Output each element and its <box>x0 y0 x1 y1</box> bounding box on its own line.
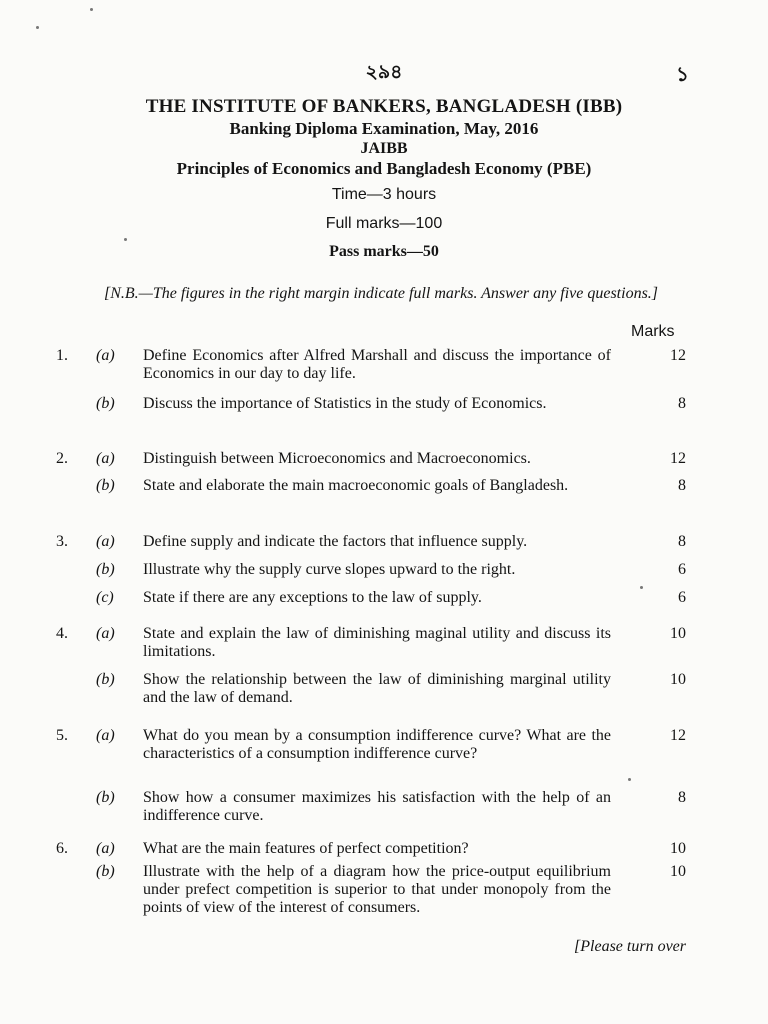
question-text: State and elaborate the main macroeconomic goals of Bangladesh. <box>143 477 569 494</box>
question-text: Distinguish between Microeconomics and Macroeconomics. <box>143 450 531 467</box>
marks-column-header: Marks <box>631 323 675 340</box>
question-marks: 12 <box>670 450 686 467</box>
question-text: Show how a consumer maximizes his satisfaction with the help of an indifference curve. <box>143 789 611 824</box>
question-marks: 12 <box>670 347 686 364</box>
question-text: State if there are any exceptions to the law of supply. <box>143 589 482 606</box>
question-text: State and explain the law of diminishing maginal utility and discuss its limitations. <box>143 625 611 660</box>
question-marks: 6 <box>678 561 686 578</box>
question-text: Show the relationship between the law of diminishing marginal utility and the law of demand. <box>143 671 611 706</box>
question-text: What are the main features of perfect competition? <box>143 840 469 857</box>
part-label: (a) <box>96 533 115 550</box>
question-marks: 6 <box>678 589 686 606</box>
question-marks: 12 <box>670 727 686 744</box>
institute-title: THE INSTITUTE OF BANKERS, BANGLADESH (IBB) <box>145 96 623 117</box>
scan-speck <box>124 238 127 241</box>
part-label: (b) <box>96 789 115 806</box>
question-number: 4. <box>56 625 68 642</box>
subject-title: Principles of Economics and Bangladesh Economy (PBE) <box>176 159 592 178</box>
question-marks: 10 <box>670 840 686 857</box>
part-label: (b) <box>96 561 115 578</box>
part-label: (b) <box>96 395 115 412</box>
time-allowed: Time—3 hours <box>331 186 437 203</box>
question-marks: 10 <box>670 625 686 642</box>
part-label: (a) <box>96 347 115 364</box>
scan-speck <box>640 586 643 589</box>
question-marks: 8 <box>678 533 686 550</box>
paper-code: ২৯৪ <box>365 62 403 83</box>
question-marks: 8 <box>678 789 686 806</box>
question-marks: 8 <box>678 477 686 494</box>
question-number: 6. <box>56 840 68 857</box>
part-label: (a) <box>96 840 115 857</box>
part-label: (a) <box>96 450 115 467</box>
part-label: (c) <box>96 589 114 606</box>
question-marks: 10 <box>670 671 686 688</box>
question-text: Discuss the importance of Statistics in the study of Economics. <box>143 395 547 412</box>
part-label: (a) <box>96 727 115 744</box>
part-label: (a) <box>96 625 115 642</box>
turn-over-note: [Please turn over <box>574 938 686 955</box>
question-number: 1. <box>56 347 68 364</box>
question-marks: 8 <box>678 395 686 412</box>
scan-speck <box>628 778 631 781</box>
question-number: 3. <box>56 533 68 550</box>
part-label: (b) <box>96 863 115 880</box>
page-number: ১ <box>676 64 689 86</box>
scan-speck <box>36 26 39 29</box>
question-number: 2. <box>56 450 68 467</box>
part-label: (b) <box>96 671 115 688</box>
question-text: Illustrate why the supply curve slopes upward to the right. <box>143 561 516 578</box>
question-number: 5. <box>56 727 68 744</box>
question-text: Define Economics after Alfred Marshall and discuss the importance of Economics in our day to day life. <box>143 347 611 382</box>
part-label: (b) <box>96 477 115 494</box>
instructions: [N.B.—The figures in the right margin indicate full marks. Answer any five questions.] <box>103 285 659 302</box>
full-marks: Full marks—100 <box>325 215 443 232</box>
pass-marks: Pass marks—50 <box>329 243 439 260</box>
question-marks: 10 <box>670 863 686 880</box>
question-text: Illustrate with the help of a diagram how the price-output equilibrium under prefect competition is superior to that under monopoly from the points of view of the interest of consumers. <box>143 863 611 916</box>
question-text: Define supply and indicate the factors that influence supply. <box>143 533 528 550</box>
question-text: What do you mean by a consumption indifference curve? What are the characteristics of a consumption indifference curve? <box>143 727 611 762</box>
exam-level: JAIBB <box>360 140 408 157</box>
exam-title: Banking Diploma Examination, May, 2016 <box>229 119 539 138</box>
scan-speck <box>90 8 93 11</box>
